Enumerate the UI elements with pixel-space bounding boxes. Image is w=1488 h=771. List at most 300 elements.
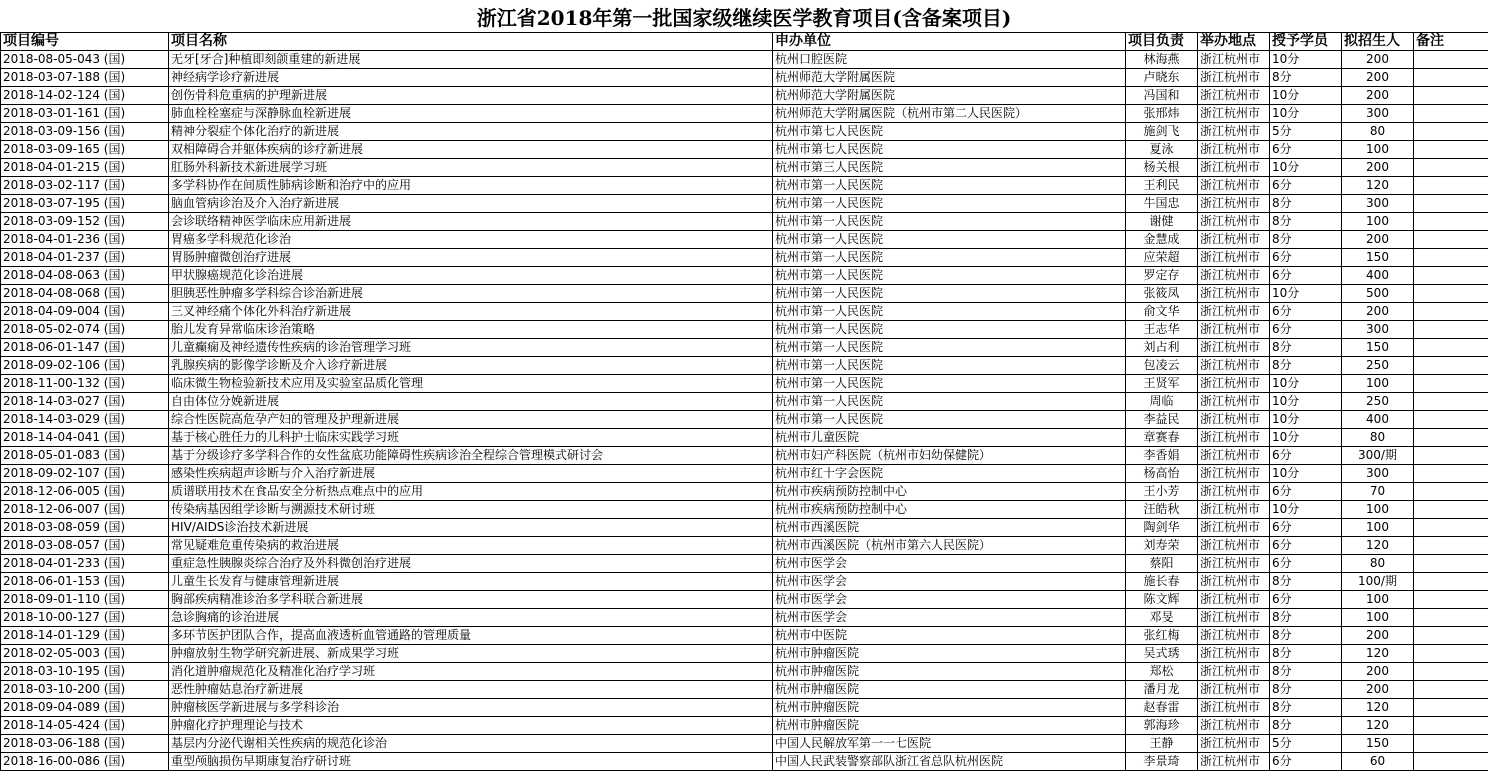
cell-org[interactable]: 杭州市第一人民医院 <box>773 231 1126 249</box>
cell-org[interactable]: 杭州市第一人民医院 <box>773 303 1126 321</box>
cell-quota[interactable]: 200 <box>1342 303 1414 321</box>
cell-credit[interactable]: 6分 <box>1270 753 1342 771</box>
cell-note[interactable] <box>1414 519 1488 537</box>
cell-leader[interactable]: 杨高怡 <box>1126 465 1198 483</box>
cell-leader[interactable]: 郑松 <box>1126 663 1198 681</box>
cell-note[interactable] <box>1414 339 1488 357</box>
cell-quota[interactable]: 70 <box>1342 483 1414 501</box>
header-quota[interactable]: 拟招生人 <box>1342 33 1414 51</box>
cell-name[interactable]: 甲状腺癌规范化诊治进展 <box>169 267 773 285</box>
cell-quota[interactable]: 150 <box>1342 339 1414 357</box>
cell-code[interactable]: 2018-04-01-237 (国) <box>1 249 169 267</box>
cell-place[interactable]: 浙江杭州市 <box>1198 87 1270 105</box>
cell-note[interactable] <box>1414 105 1488 123</box>
cell-org[interactable]: 杭州市第一人民医院 <box>773 375 1126 393</box>
cell-quota[interactable]: 200 <box>1342 159 1414 177</box>
cell-quota[interactable]: 250 <box>1342 357 1414 375</box>
cell-credit[interactable]: 10分 <box>1270 465 1342 483</box>
cell-credit[interactable]: 8分 <box>1270 231 1342 249</box>
cell-credit[interactable]: 8分 <box>1270 213 1342 231</box>
cell-name[interactable]: 感染性疾病超声诊断与介入治疗新进展 <box>169 465 773 483</box>
cell-name[interactable]: 基于分级诊疗多学科合作的女性盆底功能障碍性疾病诊治全程综合管理模式研讨会 <box>169 447 773 465</box>
cell-note[interactable] <box>1414 285 1488 303</box>
cell-name[interactable]: 肛肠外科新技术新进展学习班 <box>169 159 773 177</box>
cell-leader[interactable]: 俞文华 <box>1126 303 1198 321</box>
cell-quota[interactable]: 100 <box>1342 519 1414 537</box>
cell-code[interactable]: 2018-03-09-152 (国) <box>1 213 169 231</box>
cell-code[interactable]: 2018-09-02-107 (国) <box>1 465 169 483</box>
cell-code[interactable]: 2018-05-02-074 (国) <box>1 321 169 339</box>
cell-leader[interactable]: 张筱凤 <box>1126 285 1198 303</box>
cell-leader[interactable]: 林海燕 <box>1126 51 1198 69</box>
cell-place[interactable]: 浙江杭州市 <box>1198 285 1270 303</box>
cell-place[interactable]: 浙江杭州市 <box>1198 519 1270 537</box>
cell-code[interactable]: 2018-03-01-161 (国) <box>1 105 169 123</box>
cell-credit[interactable]: 6分 <box>1270 537 1342 555</box>
cell-code[interactable]: 2018-05-01-083 (国) <box>1 447 169 465</box>
cell-note[interactable] <box>1414 87 1488 105</box>
cell-credit[interactable]: 6分 <box>1270 267 1342 285</box>
header-name[interactable]: 项目名称 <box>169 33 773 51</box>
cell-quota[interactable]: 200 <box>1342 627 1414 645</box>
cell-place[interactable]: 浙江杭州市 <box>1198 303 1270 321</box>
cell-credit[interactable]: 10分 <box>1270 375 1342 393</box>
cell-place[interactable]: 浙江杭州市 <box>1198 267 1270 285</box>
cell-name[interactable]: 肿瘤核医学新进展与多学科诊治 <box>169 699 773 717</box>
cell-name[interactable]: 常见疑难危重传染病的救治进展 <box>169 537 773 555</box>
cell-place[interactable]: 浙江杭州市 <box>1198 591 1270 609</box>
cell-code[interactable]: 2018-09-04-089 (国) <box>1 699 169 717</box>
cell-note[interactable] <box>1414 483 1488 501</box>
cell-note[interactable] <box>1414 249 1488 267</box>
cell-org[interactable]: 杭州市中医院 <box>773 627 1126 645</box>
cell-quota[interactable]: 80 <box>1342 429 1414 447</box>
cell-place[interactable]: 浙江杭州市 <box>1198 627 1270 645</box>
cell-code[interactable]: 2018-04-01-233 (国) <box>1 555 169 573</box>
cell-name[interactable]: 恶性肿瘤姑息治疗新进展 <box>169 681 773 699</box>
cell-leader[interactable]: 牛国忠 <box>1126 195 1198 213</box>
cell-name[interactable]: 自由体位分娩新进展 <box>169 393 773 411</box>
cell-place[interactable]: 浙江杭州市 <box>1198 195 1270 213</box>
cell-org[interactable]: 杭州市妇产科医院（杭州市妇幼保健院） <box>773 447 1126 465</box>
cell-credit[interactable]: 10分 <box>1270 51 1342 69</box>
cell-quota[interactable]: 500 <box>1342 285 1414 303</box>
cell-quota[interactable]: 60 <box>1342 753 1414 771</box>
cell-org[interactable]: 中国人民解放军第一一七医院 <box>773 735 1126 753</box>
cell-leader[interactable]: 冯国和 <box>1126 87 1198 105</box>
cell-leader[interactable]: 王小芳 <box>1126 483 1198 501</box>
cell-credit[interactable]: 8分 <box>1270 645 1342 663</box>
cell-place[interactable]: 浙江杭州市 <box>1198 123 1270 141</box>
cell-place[interactable]: 浙江杭州市 <box>1198 69 1270 87</box>
cell-leader[interactable]: 谢健 <box>1126 213 1198 231</box>
cell-org[interactable]: 杭州市西溪医院（杭州市第六人民医院） <box>773 537 1126 555</box>
cell-org[interactable]: 杭州师范大学附属医院（杭州市第二人民医院） <box>773 105 1126 123</box>
cell-code[interactable]: 2018-03-10-200 (国) <box>1 681 169 699</box>
cell-place[interactable]: 浙江杭州市 <box>1198 555 1270 573</box>
cell-org[interactable]: 杭州市第一人民医院 <box>773 177 1126 195</box>
cell-credit[interactable]: 5分 <box>1270 735 1342 753</box>
cell-leader[interactable]: 李益民 <box>1126 411 1198 429</box>
cell-code[interactable]: 2018-03-08-057 (国) <box>1 537 169 555</box>
cell-name[interactable]: 传染病基因组学诊断与溯源技术研讨班 <box>169 501 773 519</box>
cell-leader[interactable]: 卢晓东 <box>1126 69 1198 87</box>
cell-credit[interactable]: 6分 <box>1270 321 1342 339</box>
cell-org[interactable]: 中国人民武装警察部队浙江省总队杭州医院 <box>773 753 1126 771</box>
cell-code[interactable]: 2018-04-09-004 (国) <box>1 303 169 321</box>
cell-org[interactable]: 杭州师范大学附属医院 <box>773 69 1126 87</box>
header-leader[interactable]: 项目负责 <box>1126 33 1198 51</box>
cell-credit[interactable]: 6分 <box>1270 519 1342 537</box>
cell-quota[interactable]: 200 <box>1342 681 1414 699</box>
cell-note[interactable] <box>1414 627 1488 645</box>
cell-credit[interactable]: 6分 <box>1270 249 1342 267</box>
cell-org[interactable]: 杭州市第一人民医院 <box>773 213 1126 231</box>
cell-note[interactable] <box>1414 465 1488 483</box>
cell-name[interactable]: 重型颅脑损伤早期康复治疗研讨班 <box>169 753 773 771</box>
cell-credit[interactable]: 10分 <box>1270 411 1342 429</box>
cell-leader[interactable]: 周临 <box>1126 393 1198 411</box>
cell-quota[interactable]: 200 <box>1342 51 1414 69</box>
cell-note[interactable] <box>1414 429 1488 447</box>
cell-note[interactable] <box>1414 195 1488 213</box>
cell-code[interactable]: 2018-03-09-165 (国) <box>1 141 169 159</box>
cell-quota[interactable]: 100 <box>1342 141 1414 159</box>
cell-place[interactable]: 浙江杭州市 <box>1198 249 1270 267</box>
cell-note[interactable] <box>1414 735 1488 753</box>
cell-org[interactable]: 杭州市医学会 <box>773 573 1126 591</box>
cell-quota[interactable]: 120 <box>1342 699 1414 717</box>
cell-org[interactable]: 杭州市西溪医院 <box>773 519 1126 537</box>
cell-note[interactable] <box>1414 681 1488 699</box>
cell-name[interactable]: 胃癌多学科规范化诊治 <box>169 231 773 249</box>
cell-place[interactable]: 浙江杭州市 <box>1198 177 1270 195</box>
cell-name[interactable]: 综合性医院高危孕产妇的管理及护理新进展 <box>169 411 773 429</box>
cell-org[interactable]: 杭州市肿瘤医院 <box>773 717 1126 735</box>
cell-code[interactable]: 2018-09-02-106 (国) <box>1 357 169 375</box>
cell-quota[interactable]: 80 <box>1342 123 1414 141</box>
cell-place[interactable]: 浙江杭州市 <box>1198 159 1270 177</box>
cell-note[interactable] <box>1414 645 1488 663</box>
cell-place[interactable]: 浙江杭州市 <box>1198 645 1270 663</box>
cell-leader[interactable]: 刘寿荣 <box>1126 537 1198 555</box>
cell-code[interactable]: 2018-14-03-029 (国) <box>1 411 169 429</box>
cell-org[interactable]: 杭州市医学会 <box>773 555 1126 573</box>
cell-quota[interactable]: 100 <box>1342 591 1414 609</box>
cell-code[interactable]: 2018-08-05-043 (国) <box>1 51 169 69</box>
cell-code[interactable]: 2018-03-07-188 (国) <box>1 69 169 87</box>
cell-place[interactable]: 浙江杭州市 <box>1198 537 1270 555</box>
cell-name[interactable]: 精神分裂症个体化治疗的新进展 <box>169 123 773 141</box>
cell-name[interactable]: 胸部疾病精准诊治多学科联合新进展 <box>169 591 773 609</box>
cell-name[interactable]: 多学科协作在间质性肺病诊断和治疗中的应用 <box>169 177 773 195</box>
cell-quota[interactable]: 250 <box>1342 393 1414 411</box>
cell-note[interactable] <box>1414 375 1488 393</box>
cell-leader[interactable]: 陶剑华 <box>1126 519 1198 537</box>
cell-leader[interactable]: 王利民 <box>1126 177 1198 195</box>
cell-note[interactable] <box>1414 501 1488 519</box>
cell-org[interactable]: 杭州市肿瘤医院 <box>773 645 1126 663</box>
cell-note[interactable] <box>1414 123 1488 141</box>
cell-name[interactable]: 肿瘤化疗护理理论与技术 <box>169 717 773 735</box>
cell-place[interactable]: 浙江杭州市 <box>1198 735 1270 753</box>
cell-quota[interactable]: 120 <box>1342 717 1414 735</box>
cell-code[interactable]: 2018-04-08-063 (国) <box>1 267 169 285</box>
cell-name[interactable]: 三叉神经痛个体化外科治疗新进展 <box>169 303 773 321</box>
cell-quota[interactable]: 400 <box>1342 411 1414 429</box>
cell-credit[interactable]: 8分 <box>1270 627 1342 645</box>
cell-org[interactable]: 杭州市第一人民医院 <box>773 195 1126 213</box>
cell-place[interactable]: 浙江杭州市 <box>1198 231 1270 249</box>
cell-credit[interactable]: 6分 <box>1270 591 1342 609</box>
cell-place[interactable]: 浙江杭州市 <box>1198 357 1270 375</box>
cell-note[interactable] <box>1414 699 1488 717</box>
cell-credit[interactable]: 8分 <box>1270 357 1342 375</box>
cell-place[interactable]: 浙江杭州市 <box>1198 663 1270 681</box>
cell-leader[interactable]: 蔡阳 <box>1126 555 1198 573</box>
cell-quota[interactable]: 120 <box>1342 537 1414 555</box>
cell-leader[interactable]: 罗定存 <box>1126 267 1198 285</box>
cell-note[interactable] <box>1414 141 1488 159</box>
cell-code[interactable]: 2018-12-06-007 (国) <box>1 501 169 519</box>
cell-note[interactable] <box>1414 303 1488 321</box>
cell-credit[interactable]: 6分 <box>1270 141 1342 159</box>
cell-credit[interactable]: 6分 <box>1270 447 1342 465</box>
cell-code[interactable]: 2018-06-01-147 (国) <box>1 339 169 357</box>
cell-code[interactable]: 2018-14-04-041 (国) <box>1 429 169 447</box>
cell-code[interactable]: 2018-02-05-003 (国) <box>1 645 169 663</box>
cell-credit[interactable]: 6分 <box>1270 483 1342 501</box>
cell-org[interactable]: 杭州市医学会 <box>773 591 1126 609</box>
cell-quota[interactable]: 200 <box>1342 69 1414 87</box>
cell-quota[interactable]: 100 <box>1342 501 1414 519</box>
cell-leader[interactable]: 刘占利 <box>1126 339 1198 357</box>
cell-org[interactable]: 杭州师范大学附属医院 <box>773 87 1126 105</box>
cell-quota[interactable]: 100 <box>1342 375 1414 393</box>
cell-org[interactable]: 杭州市第七人民医院 <box>773 141 1126 159</box>
cell-place[interactable]: 浙江杭州市 <box>1198 339 1270 357</box>
cell-place[interactable]: 浙江杭州市 <box>1198 447 1270 465</box>
cell-credit[interactable]: 8分 <box>1270 699 1342 717</box>
cell-place[interactable]: 浙江杭州市 <box>1198 681 1270 699</box>
cell-note[interactable] <box>1414 573 1488 591</box>
cell-leader[interactable]: 张邢炜 <box>1126 105 1198 123</box>
cell-note[interactable] <box>1414 159 1488 177</box>
cell-name[interactable]: 基层内分泌代谢相关性疾病的规范化诊治 <box>169 735 773 753</box>
cell-place[interactable]: 浙江杭州市 <box>1198 393 1270 411</box>
cell-leader[interactable]: 邓旻 <box>1126 609 1198 627</box>
cell-code[interactable]: 2018-14-01-129 (国) <box>1 627 169 645</box>
header-note[interactable]: 备注 <box>1414 33 1488 51</box>
cell-quota[interactable]: 120 <box>1342 177 1414 195</box>
cell-credit[interactable]: 10分 <box>1270 87 1342 105</box>
cell-code[interactable]: 2018-10-00-127 (国) <box>1 609 169 627</box>
cell-credit[interactable]: 8分 <box>1270 609 1342 627</box>
cell-leader[interactable]: 汪皓秋 <box>1126 501 1198 519</box>
cell-quota[interactable]: 300/期 <box>1342 447 1414 465</box>
cell-code[interactable]: 2018-03-09-156 (国) <box>1 123 169 141</box>
cell-quota[interactable]: 200 <box>1342 87 1414 105</box>
cell-name[interactable]: 消化道肿瘤规范化及精准化治疗学习班 <box>169 663 773 681</box>
cell-name[interactable]: 临床微生物检验新技术应用及实验室品质化管理 <box>169 375 773 393</box>
cell-credit[interactable]: 6分 <box>1270 177 1342 195</box>
cell-org[interactable]: 杭州市肿瘤医院 <box>773 699 1126 717</box>
cell-org[interactable]: 杭州口腔医院 <box>773 51 1126 69</box>
cell-leader[interactable]: 夏泳 <box>1126 141 1198 159</box>
cell-name[interactable]: 多环节医护团队合作，提高血液透析血管通路的管理质量 <box>169 627 773 645</box>
cell-place[interactable]: 浙江杭州市 <box>1198 465 1270 483</box>
cell-credit[interactable]: 8分 <box>1270 339 1342 357</box>
cell-code[interactable]: 2018-04-01-215 (国) <box>1 159 169 177</box>
cell-name[interactable]: 肺血栓栓塞症与深静脉血栓新进展 <box>169 105 773 123</box>
cell-leader[interactable]: 张红梅 <box>1126 627 1198 645</box>
cell-credit[interactable]: 5分 <box>1270 123 1342 141</box>
cell-quota[interactable]: 300 <box>1342 465 1414 483</box>
cell-place[interactable]: 浙江杭州市 <box>1198 411 1270 429</box>
cell-credit[interactable]: 10分 <box>1270 159 1342 177</box>
cell-org[interactable]: 杭州市第七人民医院 <box>773 123 1126 141</box>
cell-code[interactable]: 2018-14-05-424 (国) <box>1 717 169 735</box>
cell-note[interactable] <box>1414 321 1488 339</box>
cell-name[interactable]: 重症急性胰腺炎综合治疗及外科微创治疗进展 <box>169 555 773 573</box>
header-code[interactable]: 项目编号 <box>1 33 169 51</box>
cell-name[interactable]: 胎儿发育异常临床诊治策略 <box>169 321 773 339</box>
cell-code[interactable]: 2018-06-01-153 (国) <box>1 573 169 591</box>
cell-leader[interactable]: 施剑飞 <box>1126 123 1198 141</box>
cell-note[interactable] <box>1414 231 1488 249</box>
cell-org[interactable]: 杭州市第一人民医院 <box>773 267 1126 285</box>
cell-quota[interactable]: 300 <box>1342 195 1414 213</box>
cell-leader[interactable]: 吴式琇 <box>1126 645 1198 663</box>
cell-org[interactable]: 杭州市红十字会医院 <box>773 465 1126 483</box>
cell-code[interactable]: 2018-03-07-195 (国) <box>1 195 169 213</box>
cell-leader[interactable]: 施长春 <box>1126 573 1198 591</box>
cell-place[interactable]: 浙江杭州市 <box>1198 105 1270 123</box>
cell-credit[interactable]: 8分 <box>1270 69 1342 87</box>
cell-place[interactable]: 浙江杭州市 <box>1198 699 1270 717</box>
cell-quota[interactable]: 100 <box>1342 609 1414 627</box>
cell-quota[interactable]: 400 <box>1342 267 1414 285</box>
cell-credit[interactable]: 10分 <box>1270 393 1342 411</box>
cell-quota[interactable]: 300 <box>1342 321 1414 339</box>
cell-org[interactable]: 杭州市医学会 <box>773 609 1126 627</box>
cell-leader[interactable]: 潘月龙 <box>1126 681 1198 699</box>
cell-org[interactable]: 杭州市第一人民医院 <box>773 339 1126 357</box>
cell-code[interactable]: 2018-03-08-059 (国) <box>1 519 169 537</box>
cell-place[interactable]: 浙江杭州市 <box>1198 375 1270 393</box>
cell-leader[interactable]: 王贤军 <box>1126 375 1198 393</box>
cell-place[interactable]: 浙江杭州市 <box>1198 609 1270 627</box>
cell-place[interactable]: 浙江杭州市 <box>1198 501 1270 519</box>
cell-code[interactable]: 2018-09-01-110 (国) <box>1 591 169 609</box>
cell-leader[interactable]: 王志华 <box>1126 321 1198 339</box>
cell-name[interactable]: 质谱联用技术在食品安全分析热点难点中的应用 <box>169 483 773 501</box>
cell-name[interactable]: 儿童癫痫及神经遗传性疾病的诊治管理学习班 <box>169 339 773 357</box>
cell-org[interactable]: 杭州市疾病预防控制中心 <box>773 483 1126 501</box>
cell-leader[interactable]: 金慧成 <box>1126 231 1198 249</box>
cell-note[interactable] <box>1414 411 1488 429</box>
cell-note[interactable] <box>1414 393 1488 411</box>
cell-credit[interactable]: 10分 <box>1270 105 1342 123</box>
cell-org[interactable]: 杭州市肿瘤医院 <box>773 663 1126 681</box>
cell-place[interactable]: 浙江杭州市 <box>1198 753 1270 771</box>
header-org[interactable]: 申办单位 <box>773 33 1126 51</box>
cell-leader[interactable]: 陈文辉 <box>1126 591 1198 609</box>
cell-name[interactable]: 胆胰恶性肿瘤多学科综合诊治新进展 <box>169 285 773 303</box>
cell-name[interactable]: 儿童生长发育与健康管理新进展 <box>169 573 773 591</box>
cell-code[interactable]: 2018-11-00-132 (国) <box>1 375 169 393</box>
cell-credit[interactable]: 8分 <box>1270 573 1342 591</box>
cell-place[interactable]: 浙江杭州市 <box>1198 51 1270 69</box>
cell-name[interactable]: HIV/AIDS诊治技术新进展 <box>169 519 773 537</box>
cell-note[interactable] <box>1414 267 1488 285</box>
cell-code[interactable]: 2018-04-01-236 (国) <box>1 231 169 249</box>
cell-name[interactable]: 双相障碍合并躯体疾病的诊疗新进展 <box>169 141 773 159</box>
cell-name[interactable]: 脑血管病诊治及介入治疗新进展 <box>169 195 773 213</box>
cell-credit[interactable]: 10分 <box>1270 429 1342 447</box>
cell-name[interactable]: 肿瘤放射生物学研究新进展、新成果学习班 <box>169 645 773 663</box>
cell-note[interactable] <box>1414 177 1488 195</box>
cell-place[interactable]: 浙江杭州市 <box>1198 321 1270 339</box>
cell-name[interactable]: 无牙[牙合]种植即刻颌重建的新进展 <box>169 51 773 69</box>
cell-note[interactable] <box>1414 591 1488 609</box>
cell-leader[interactable]: 王静 <box>1126 735 1198 753</box>
cell-org[interactable]: 杭州市儿童医院 <box>773 429 1126 447</box>
cell-leader[interactable]: 包凌云 <box>1126 357 1198 375</box>
cell-code[interactable]: 2018-03-02-117 (国) <box>1 177 169 195</box>
cell-credit[interactable]: 10分 <box>1270 285 1342 303</box>
cell-note[interactable] <box>1414 69 1488 87</box>
cell-leader[interactable]: 李景琦 <box>1126 753 1198 771</box>
cell-name[interactable]: 会诊联络精神医学临床应用新进展 <box>169 213 773 231</box>
cell-code[interactable]: 2018-03-10-195 (国) <box>1 663 169 681</box>
cell-note[interactable] <box>1414 357 1488 375</box>
cell-credit[interactable]: 8分 <box>1270 663 1342 681</box>
cell-leader[interactable]: 章赛春 <box>1126 429 1198 447</box>
cell-note[interactable] <box>1414 717 1488 735</box>
cell-org[interactable]: 杭州市第一人民医院 <box>773 285 1126 303</box>
cell-note[interactable] <box>1414 213 1488 231</box>
cell-place[interactable]: 浙江杭州市 <box>1198 213 1270 231</box>
cell-quota[interactable]: 80 <box>1342 555 1414 573</box>
cell-quota[interactable]: 150 <box>1342 249 1414 267</box>
cell-quota[interactable]: 100/期 <box>1342 573 1414 591</box>
cell-leader[interactable]: 郭海珍 <box>1126 717 1198 735</box>
cell-leader[interactable]: 李香娟 <box>1126 447 1198 465</box>
cell-name[interactable]: 创伤骨科危重病的护理新进展 <box>169 87 773 105</box>
cell-credit[interactable]: 10分 <box>1270 501 1342 519</box>
cell-org[interactable]: 杭州市第一人民医院 <box>773 411 1126 429</box>
cell-org[interactable]: 杭州市第一人民医院 <box>773 321 1126 339</box>
cell-quota[interactable]: 120 <box>1342 645 1414 663</box>
header-credit[interactable]: 授予学员 <box>1270 33 1342 51</box>
cell-credit[interactable]: 6分 <box>1270 555 1342 573</box>
cell-note[interactable] <box>1414 537 1488 555</box>
cell-place[interactable]: 浙江杭州市 <box>1198 429 1270 447</box>
cell-code[interactable]: 2018-16-00-086 (国) <box>1 753 169 771</box>
cell-name[interactable]: 基于核心胜任力的儿科护士临床实践学习班 <box>169 429 773 447</box>
cell-name[interactable]: 急诊胸痛的诊治进展 <box>169 609 773 627</box>
cell-code[interactable]: 2018-03-06-188 (国) <box>1 735 169 753</box>
cell-code[interactable]: 2018-04-08-068 (国) <box>1 285 169 303</box>
cell-quota[interactable]: 150 <box>1342 735 1414 753</box>
cell-quota[interactable]: 100 <box>1342 213 1414 231</box>
cell-note[interactable] <box>1414 753 1488 771</box>
cell-code[interactable]: 2018-14-02-124 (国) <box>1 87 169 105</box>
cell-org[interactable]: 杭州市第一人民医院 <box>773 249 1126 267</box>
cell-code[interactable]: 2018-12-06-005 (国) <box>1 483 169 501</box>
cell-note[interactable] <box>1414 447 1488 465</box>
